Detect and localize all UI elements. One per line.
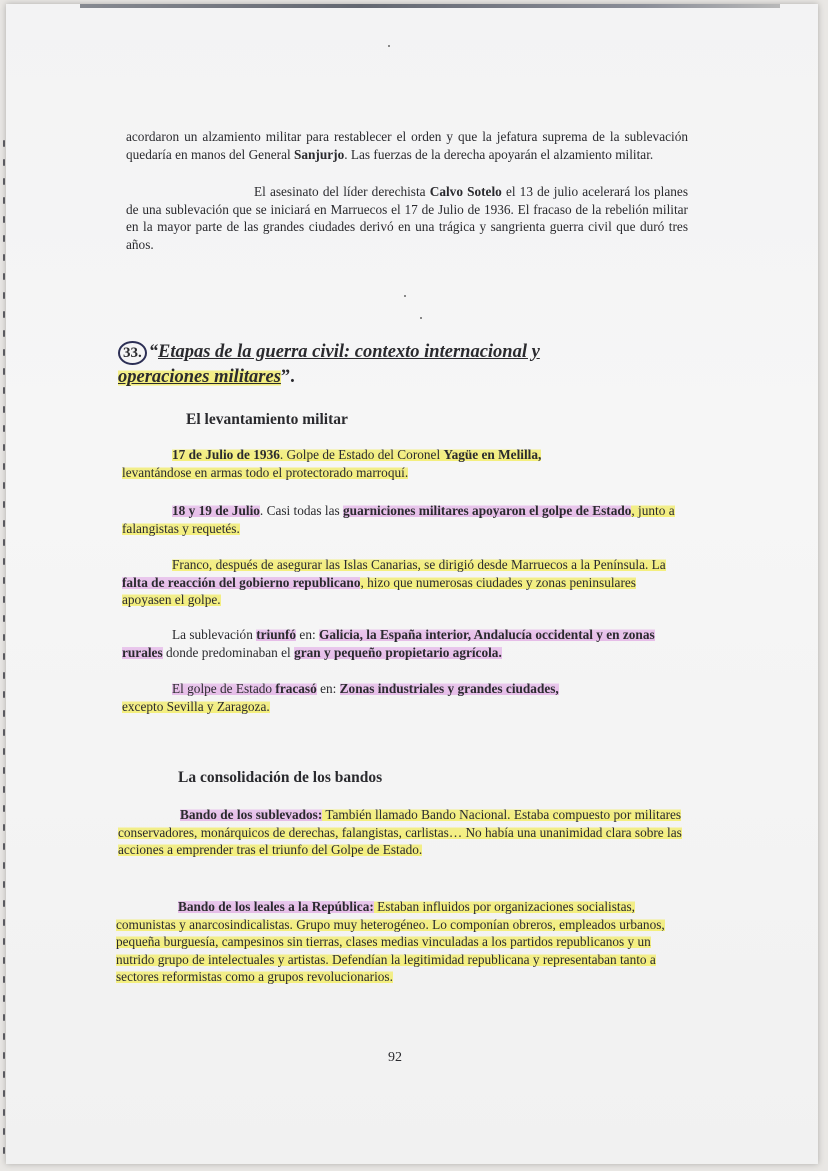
binding-mark [3, 1128, 5, 1135]
item-18-19-julio [122, 502, 682, 537]
quote-open: “ [148, 342, 158, 362]
bando-leales [116, 898, 688, 986]
binding-mark [3, 349, 5, 356]
binding-mark [3, 197, 5, 204]
binding-mark [3, 444, 5, 451]
bando-leales-text: Estaban influidos por organizaciones socialistas, comunistas y anarcosindicalistas. Grupo muy heterogéneo. Lo componían obreros, empleados urbanos, pequeña burguesía, campesinos sin tierras, clases medias vinculadas a los partidos republicanos y un nutrido grupo de intelectuales y artistas. Defendían la legitimidad republicana y representaban tanto a sectores reformistas como a grupos revolucionarios. [116, 899, 665, 984]
speck [388, 45, 390, 47]
s4-text-b: en: [296, 627, 319, 642]
section-title-line1: Etapas de la guerra civil: contexto internacional y [158, 342, 540, 362]
s1-yague: Yagüe en Melilla, [443, 447, 542, 462]
binding-mark [3, 368, 5, 375]
p2-text-b: el 13 de julio acelerará los planes de una sublevación que se iniciará en Marruecos el 17 de Julio de 1936. El fracaso de la rebelión militar en la mayor parte de las grandes ciudades derivó en una trágica y sangrienta guerra civil que duró tres años. [126, 184, 688, 252]
binding-mark [3, 273, 5, 280]
p2-text-a: El asesinato del líder derechista [254, 184, 430, 199]
binding-mark [3, 862, 5, 869]
bando-sublevados-label: Bando de los sublevados: [180, 807, 323, 822]
s3-text-b: , hizo que numerosas ciudades y zonas peninsulares apoyasen el golpe. [122, 574, 636, 607]
s4-text-c: donde predominaban el [162, 644, 295, 660]
section-number-circled: 33. [118, 341, 147, 365]
bando-sublevados [118, 806, 688, 859]
binding-mark [3, 1147, 5, 1154]
binding-mark [3, 292, 5, 299]
s2-guarniciones: guarniciones militares apoyaron el golpe de Estado [343, 503, 632, 518]
s5-zonas: Zonas industriales y grandes ciudades, [339, 681, 559, 696]
s1-text-b: levantándose en armas todo el protectorado marroquí. [122, 464, 409, 480]
binding-mark [3, 216, 5, 223]
s5-text-c: excepto Sevilla y Zaragoza. [122, 698, 270, 714]
binding-mark [3, 1071, 5, 1078]
binding-mark [3, 577, 5, 584]
s5-text-b: en: [316, 681, 340, 696]
s3-text-a: Franco, después de asegurar las Islas Canarias, se dirigió desde Marruecos a la Península. La [172, 557, 666, 572]
intro-paragraph-2 [126, 183, 688, 253]
binding-mark [3, 995, 5, 1002]
binding-mark [3, 387, 5, 394]
binding-mark [3, 938, 5, 945]
binding-mark [3, 596, 5, 603]
quote-close: ”. [280, 367, 295, 387]
item-fracaso [122, 680, 692, 715]
s4-text-a: La sublevación [172, 627, 257, 642]
binding-mark [3, 463, 5, 470]
binding-mark [3, 558, 5, 565]
binding-mark [3, 729, 5, 736]
calvo-sotelo-name: Calvo Sotelo [429, 184, 502, 199]
date-17-julio: 17 de Julio de 1936 [172, 447, 280, 462]
section-heading [118, 340, 638, 389]
page-number: 92 [388, 1050, 402, 1065]
s2-text-a: . Casi todas las [259, 503, 344, 518]
binding-mark [3, 501, 5, 508]
speck [404, 295, 406, 297]
bando-sublevados-text: También llamado Bando Nacional. Estaba compuesto por militares conservadores, monárquicos de derechas, falangistas, carlistas… No había una unanimidad clara sobre las acciones a emprender tras el triunfo del Golpe de Estado. [118, 807, 682, 857]
binding-mark [3, 1109, 5, 1116]
binding-mark [3, 881, 5, 888]
s4-triunfo: triunfó [256, 627, 297, 642]
binding-mark [3, 1090, 5, 1097]
binding-mark [3, 805, 5, 812]
subheading-levantamiento: El levantamiento militar [186, 411, 348, 428]
binding-mark [3, 919, 5, 926]
binding-mark [3, 330, 5, 337]
date-18-19-julio: 18 y 19 de Julio [172, 503, 260, 518]
binding-mark [3, 634, 5, 641]
binding-mark [3, 159, 5, 166]
binding-mark [3, 957, 5, 964]
binding-mark [3, 539, 5, 546]
s4-propietario: gran y pequeño propietario agrícola. [294, 644, 502, 660]
subheading-consolidacion: La consolidación de los bandos [178, 769, 383, 786]
binding-mark [3, 653, 5, 660]
sanjurjo-name: Sanjurjo [293, 146, 345, 162]
binding-mark [3, 311, 5, 318]
s2-text-b: , junto a falangistas y requetés. [122, 503, 675, 536]
binding-mark [3, 178, 5, 185]
intro-text-a: acordaron un alzamiento militar para restablecer el orden y que la jefatura suprema de la sublevación quedaría en manos del General [126, 129, 688, 162]
binding-mark [3, 843, 5, 850]
s3-falta-reaccion: falta de reacción del gobierno republicano [122, 574, 361, 590]
item-triunfo [122, 626, 692, 661]
bando-leales-label: Bando de los leales a la República: [178, 899, 374, 914]
speck [420, 317, 422, 319]
binding-mark [3, 824, 5, 831]
binding-mark [3, 406, 5, 413]
binding-mark [3, 710, 5, 717]
binding-mark [3, 254, 5, 261]
intro-text-b: . Las fuerzas de la derecha apoyarán el alzamiento militar. [344, 146, 654, 162]
binding-mark [3, 482, 5, 489]
intro-paragraph-1 [126, 128, 688, 163]
binding-mark [3, 1052, 5, 1059]
binding-mark [3, 767, 5, 774]
binding-mark [3, 425, 5, 432]
binding-mark [3, 520, 5, 527]
s1-text-a: . Golpe de Estado del Coronel [279, 447, 444, 462]
page-top-edge [80, 4, 780, 8]
binding-mark [3, 900, 5, 907]
s4-regiones: Galicia, la España interior, Andalucía occidental y en zonas rurales [122, 627, 655, 660]
section-title-line2: operaciones militares [118, 367, 281, 387]
binding-mark [3, 1033, 5, 1040]
item-17-julio [122, 446, 682, 481]
binding-mark [3, 786, 5, 793]
item-franco [122, 556, 682, 609]
binding-mark [3, 615, 5, 622]
binding-mark [3, 691, 5, 698]
binding-mark [3, 748, 5, 755]
binding-holes [0, 0, 12, 1171]
binding-mark [3, 235, 5, 242]
binding-mark [3, 672, 5, 679]
s5-fracaso: fracasó [275, 681, 317, 696]
s5-text-a: El golpe de Estado [172, 681, 276, 696]
binding-mark [3, 140, 5, 147]
binding-mark [3, 1014, 5, 1021]
binding-mark [3, 976, 5, 983]
